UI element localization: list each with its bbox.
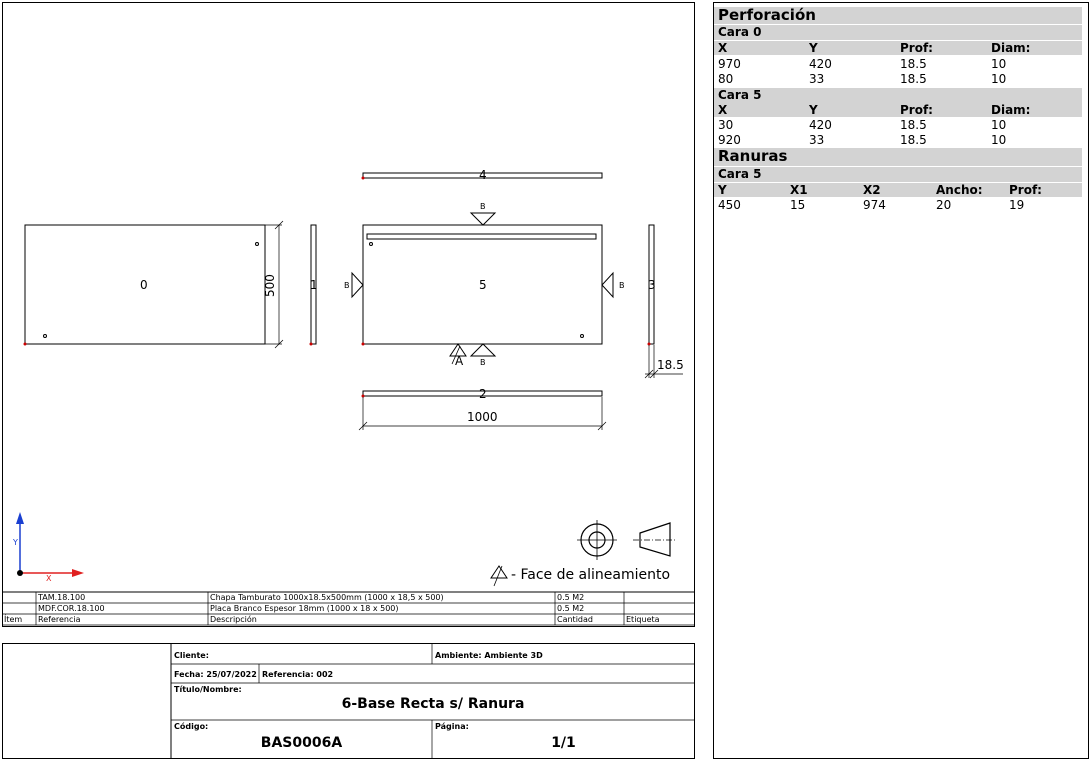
cell: 10 [991, 118, 1007, 132]
ranuras-title: Ranuras [714, 148, 1082, 166]
ref-b-right: B [619, 281, 625, 290]
face-5-label: 5 [479, 278, 487, 292]
cell: 974 [863, 198, 886, 212]
col-x2: X2 [863, 183, 881, 197]
col-header-label: Etiqueta [626, 615, 660, 624]
cara5-title: Cara 5 [714, 88, 1082, 103]
cell: 20 [936, 198, 952, 212]
titulo-value: 6-Base Recta s/ Ranura [341, 696, 525, 712]
cell: 420 [809, 118, 832, 132]
col-diam: Diam: [991, 103, 1031, 117]
codigo-label: Código: [174, 722, 209, 731]
material-ref: MDF.COR.18.100 [38, 604, 105, 613]
col-y: Y [718, 183, 727, 197]
col-diam: Diam: [991, 41, 1031, 55]
col-header-qty: Cantidad [557, 615, 593, 624]
cell: 10 [991, 72, 1007, 86]
ref-b-bottom: B [480, 358, 486, 367]
face-3-label: 3 [648, 278, 656, 292]
face-1-label: 1 [310, 278, 318, 292]
material-qty: 0.5 M2 [557, 593, 585, 602]
cell: 970 [718, 57, 741, 71]
dimension-thickness-label: 18.5 [657, 358, 684, 372]
referencia-value: Referencia: 002 [262, 670, 334, 679]
col-y: Y [809, 41, 818, 55]
perforacion-title: Perforación [714, 7, 1082, 24]
cell: 10 [991, 57, 1007, 71]
dimension-height-label: 500 [263, 274, 277, 297]
cell: 18.5 [900, 118, 927, 132]
cell: 10 [991, 133, 1007, 147]
cell: 15 [790, 198, 806, 212]
fecha-value: Fecha: 25/07/2022 [174, 670, 257, 679]
face-4-label: 4 [479, 168, 487, 182]
material-qty: 0.5 M2 [557, 604, 585, 613]
codigo-value: BAS0006A [260, 735, 343, 751]
col-prof: Prof: [1009, 183, 1042, 197]
pagina-value: 1/1 [551, 735, 576, 751]
col-y: Y [809, 103, 818, 117]
ambiente-value: Ambiente: Ambiente 3D [435, 651, 543, 660]
face-2-label: 2 [479, 387, 487, 401]
col-x: X [718, 41, 728, 55]
cell: 450 [718, 198, 741, 212]
ref-b-top: B [480, 202, 486, 211]
cell: 80 [718, 72, 734, 86]
cell: 18.5 [900, 72, 927, 86]
col-ancho: Ancho: [936, 183, 983, 197]
material-desc: Chapa Tamburato 1000x18.5x500mm (1000 x 18,5 x 500) [210, 593, 444, 602]
axis-y-label: Y [13, 538, 18, 547]
cell: 30 [718, 118, 734, 132]
pagina-label: Página: [435, 722, 469, 731]
ranuras-cara-title: Cara 5 [714, 167, 1082, 182]
ref-b-left: B [344, 281, 350, 290]
col-header-item: Ítem [4, 615, 23, 624]
cell: 33 [809, 133, 825, 147]
col-x1: X1 [790, 183, 808, 197]
material-desc: Placa Branco Espesor 18mm (1000 x 18 x 500) [210, 604, 399, 613]
material-ref: TAM.18.100 [38, 593, 86, 602]
titulo-label: Título/Nombre: [174, 685, 242, 694]
cell: 18.5 [900, 133, 927, 147]
cell: 18.5 [900, 57, 927, 71]
cara0-title: Cara 0 [714, 25, 1082, 40]
cell: 19 [1009, 198, 1025, 212]
col-x: X [718, 103, 728, 117]
ref-a-label: A [455, 354, 464, 368]
col-prof: Prof: [900, 103, 933, 117]
cell: 920 [718, 133, 741, 147]
col-header-ref: Referencia [38, 615, 81, 624]
face-0-label: 0 [140, 278, 148, 292]
col-header-desc: Descripción [210, 615, 257, 624]
alignment-legend-text: - Face de alineamiento [511, 567, 671, 583]
col-prof: Prof: [900, 41, 933, 55]
cell: 33 [809, 72, 825, 86]
axis-x-label: X [46, 574, 52, 583]
cliente-label: Cliente: [174, 651, 209, 660]
dimension-width-label: 1000 [467, 410, 498, 424]
cell: 420 [809, 57, 832, 71]
